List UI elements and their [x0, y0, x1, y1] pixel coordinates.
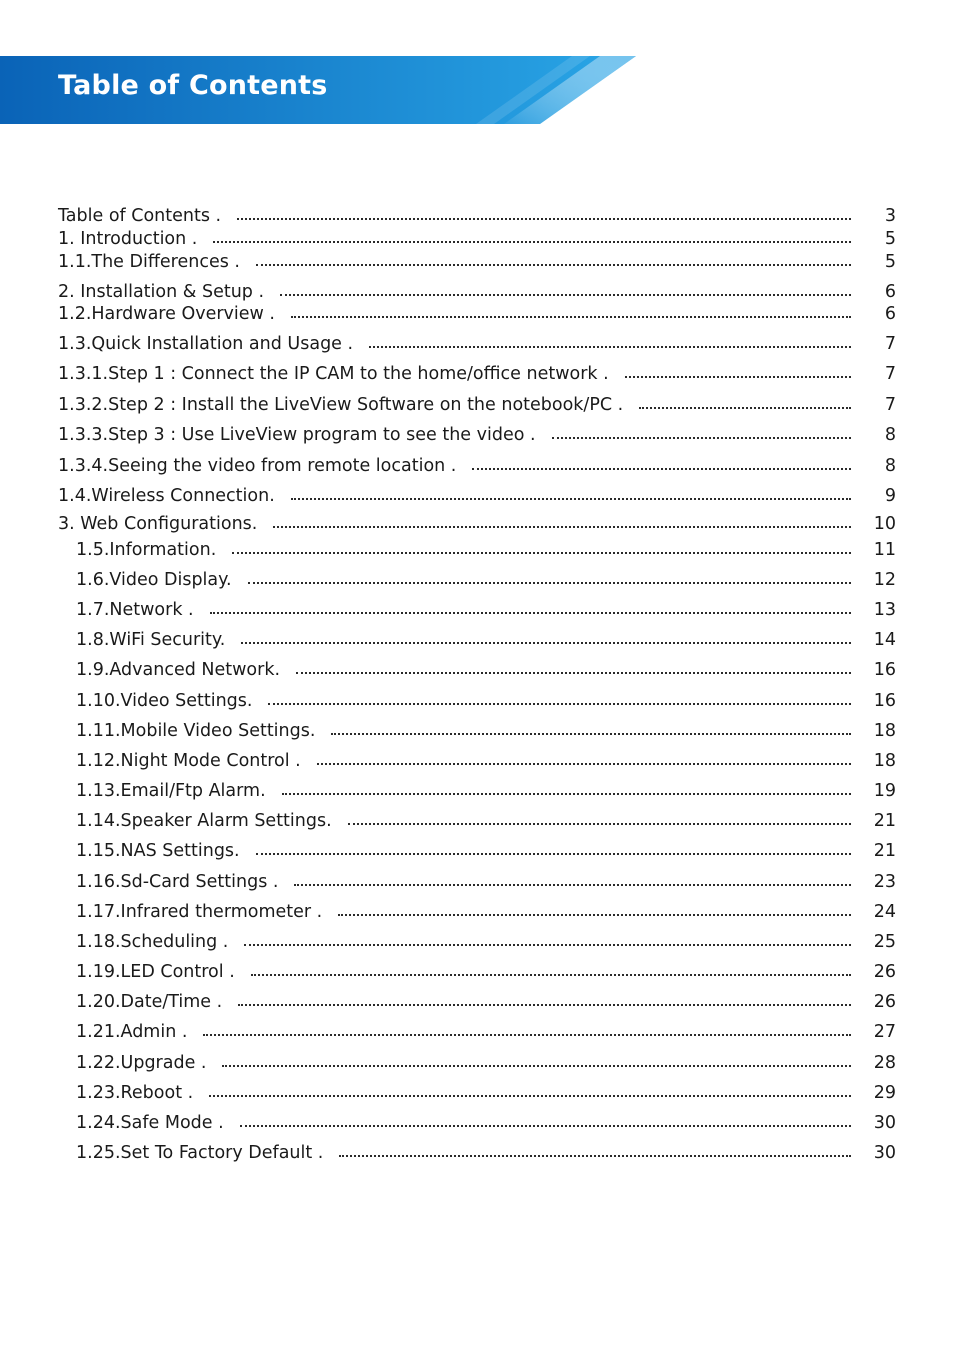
toc-entry[interactable]	[0, 749, 954, 773]
toc-entry[interactable]	[0, 250, 954, 274]
toc-dot-leader	[338, 914, 851, 916]
toc-entry[interactable]	[0, 1141, 954, 1165]
toc-entry[interactable]	[0, 538, 954, 562]
toc-entry[interactable]	[0, 393, 954, 417]
toc-entry-label: 1.3.4.Seeing the video from remote location .	[58, 456, 457, 476]
toc-entry-label: 1.6.Video Display.	[76, 570, 232, 590]
toc-dot-leader	[238, 1004, 851, 1006]
toc-dot-leader	[268, 703, 851, 705]
toc-entry-page: 29	[873, 1083, 896, 1103]
toc-entry-page: 23	[873, 872, 896, 892]
toc-entry[interactable]	[0, 568, 954, 592]
toc-entry-label: 2. Installation & Setup .	[58, 282, 265, 302]
toc-entry[interactable]	[0, 870, 954, 894]
toc-entry-page: 30	[873, 1113, 896, 1133]
toc-entry-page: 21	[873, 811, 896, 831]
toc-entry-label: 1.18.Scheduling .	[76, 932, 229, 952]
toc-entry-page: 27	[873, 1022, 896, 1042]
toc-entry[interactable]	[0, 809, 954, 833]
toc-entry-page: 5	[884, 252, 896, 272]
toc-entry-page: 26	[873, 962, 896, 982]
toc-entry[interactable]	[0, 302, 954, 326]
toc-entry-page: 30	[873, 1143, 896, 1163]
toc-dot-leader	[256, 853, 851, 855]
toc-entry-page: 14	[873, 630, 896, 650]
toc-entry-label: 1.5.Information.	[76, 540, 217, 560]
toc-entry[interactable]	[0, 689, 954, 713]
toc-dot-leader	[625, 376, 851, 378]
toc-entry-page: 21	[873, 841, 896, 861]
toc-dot-leader	[472, 468, 851, 470]
toc-dot-leader	[339, 1155, 851, 1157]
toc-entry-page: 24	[873, 902, 896, 922]
toc-entry[interactable]	[0, 900, 954, 924]
toc-dot-leader	[256, 264, 851, 266]
toc-entry-label: 1.10.Video Settings.	[76, 691, 253, 711]
toc-entry[interactable]	[0, 423, 954, 447]
toc-entry-page: 3	[884, 206, 896, 226]
toc-entry-label: 1.1.The Differences .	[58, 252, 240, 272]
toc-entry-label: 1.9.Advanced Network.	[76, 660, 281, 680]
toc-dot-leader	[203, 1034, 851, 1036]
toc-entry-page: 25	[873, 932, 896, 952]
toc-entry-page: 6	[884, 282, 896, 302]
toc-dot-leader	[291, 316, 851, 318]
toc-entry-label: 1.25.Set To Factory Default .	[76, 1143, 324, 1163]
toc-entry[interactable]	[0, 930, 954, 954]
toc-entry-label: 1.4.Wireless Connection.	[58, 486, 275, 506]
toc-entry[interactable]	[0, 960, 954, 984]
toc-entry-label: 3. Web Configurations.	[58, 514, 258, 534]
toc-dot-leader	[251, 974, 851, 976]
toc-entry-page: 16	[873, 691, 896, 711]
toc-dot-leader	[291, 498, 851, 500]
toc-dot-leader	[273, 526, 851, 528]
toc-entry-page: 8	[884, 425, 896, 445]
toc-entry-page: 6	[884, 304, 896, 324]
toc-entry-page: 10	[873, 514, 896, 534]
toc-entry[interactable]	[0, 839, 954, 863]
toc-dot-leader	[280, 294, 851, 296]
toc-entry-label: 1.3.Quick Installation and Usage .	[58, 334, 354, 354]
toc-entry[interactable]	[0, 1020, 954, 1044]
toc-dot-leader	[639, 407, 851, 409]
toc-entry-page: 12	[873, 570, 896, 590]
toc-entry-page: 18	[873, 751, 896, 771]
toc-entry-label: 1.3.3.Step 3 : Use LiveView program to see the video .	[58, 425, 536, 445]
toc-entry[interactable]	[0, 204, 954, 228]
toc-entry-page: 26	[873, 992, 896, 1012]
toc-entry-label: 1.12.Night Mode Control .	[76, 751, 301, 771]
toc-dot-leader	[237, 218, 851, 220]
toc-entry[interactable]	[0, 779, 954, 803]
toc-dot-leader	[294, 884, 851, 886]
toc-entry-label: 1.8.WiFi Security.	[76, 630, 226, 650]
toc-entry-label: 1.11.Mobile Video Settings.	[76, 721, 316, 741]
toc-entry-label: 1.23.Reboot .	[76, 1083, 194, 1103]
toc-dot-leader	[209, 1095, 851, 1097]
toc-entry[interactable]	[0, 628, 954, 652]
toc-entry[interactable]	[0, 454, 954, 478]
toc-entry-label: 1.7.Network .	[76, 600, 194, 620]
toc-entry[interactable]	[0, 1081, 954, 1105]
toc-entry-label: 1.21.Admin .	[76, 1022, 188, 1042]
toc-entry[interactable]	[0, 227, 954, 251]
toc-entry-label: 1.3.1.Step 1 : Connect the IP CAM to the home/office network .	[58, 364, 609, 384]
toc-dot-leader	[348, 823, 851, 825]
toc-entry-label: 1.15.NAS Settings.	[76, 841, 240, 861]
toc-entry[interactable]	[0, 1051, 954, 1075]
toc-entry-page: 7	[884, 364, 896, 384]
toc-dot-leader	[296, 672, 851, 674]
toc-dot-leader	[213, 241, 851, 243]
toc-entry-label: 1.14.Speaker Alarm Settings.	[76, 811, 332, 831]
toc-entry-page: 13	[873, 600, 896, 620]
toc-entry[interactable]	[0, 719, 954, 743]
toc-entry[interactable]	[0, 332, 954, 356]
toc-entry-label: 1.13.Email/Ftp Alarm.	[76, 781, 266, 801]
toc-dot-leader	[241, 642, 851, 644]
toc-dot-leader	[248, 582, 851, 584]
toc-entry[interactable]	[0, 598, 954, 622]
toc-entry[interactable]	[0, 512, 954, 536]
toc-dot-leader	[369, 346, 851, 348]
toc-entry-label: 1.24.Safe Mode .	[76, 1113, 224, 1133]
toc-entry-page: 8	[884, 456, 896, 476]
toc-dot-leader	[244, 944, 851, 946]
toc-entry-page: 11	[873, 540, 896, 560]
toc-dot-leader	[282, 793, 851, 795]
toc-dot-leader	[240, 1125, 851, 1127]
toc-entry[interactable]	[0, 484, 954, 508]
toc-dot-leader	[552, 437, 851, 439]
toc-entry[interactable]	[0, 658, 954, 682]
toc-entry-label: 1.19.LED Control .	[76, 962, 235, 982]
page-title: Table of Contents	[58, 70, 328, 101]
toc-entry-label: 1.20.Date/Time .	[76, 992, 223, 1012]
toc-entry-page: 28	[873, 1053, 896, 1073]
toc-entry[interactable]	[0, 362, 954, 386]
toc-entry[interactable]	[0, 1111, 954, 1135]
toc-dot-leader	[210, 612, 851, 614]
toc-entry-page: 9	[884, 486, 896, 506]
toc-entry-label: Table of Contents .	[58, 206, 222, 226]
toc-dot-leader	[232, 552, 851, 554]
toc-entry-page: 19	[873, 781, 896, 801]
toc-entry-page: 16	[873, 660, 896, 680]
toc-entry-page: 7	[884, 395, 896, 415]
toc-entry-label: 1. Introduction .	[58, 229, 198, 249]
toc-entry-page: 7	[884, 334, 896, 354]
toc-entry-label: 1.17.Infrared thermometer .	[76, 902, 323, 922]
toc-dot-leader	[222, 1065, 851, 1067]
toc-entry[interactable]	[0, 990, 954, 1014]
toc-dot-leader	[331, 733, 851, 735]
toc-entry-label: 1.16.Sd-Card Settings .	[76, 872, 279, 892]
toc-entry[interactable]	[0, 280, 954, 304]
toc-entry-page: 5	[884, 229, 896, 249]
toc-entry-label: 1.22.Upgrade .	[76, 1053, 207, 1073]
toc-entry-page: 18	[873, 721, 896, 741]
toc-entry-label: 1.2.Hardware Overview .	[58, 304, 275, 324]
toc-entry-label: 1.3.2.Step 2 : Install the LiveView Software on the notebook/PC .	[58, 395, 624, 415]
toc-dot-leader	[317, 763, 851, 765]
